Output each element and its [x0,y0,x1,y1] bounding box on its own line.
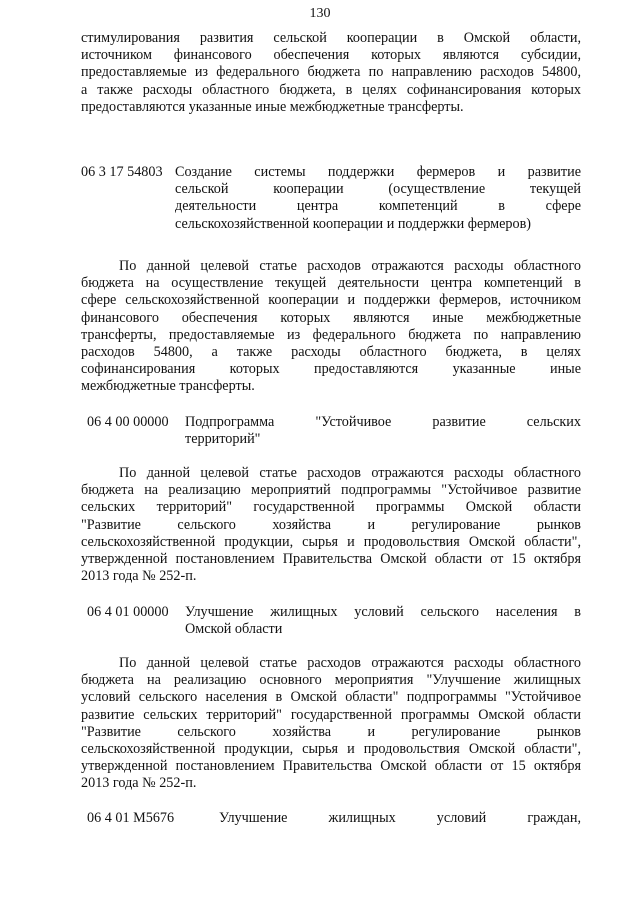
text-line: источником финансового обеспечения которых являются субсидии, [81,47,581,64]
intro-paragraph [81,30,581,116]
text-line: 2013 года № 252-п. [81,568,197,585]
text-line: "Развитие сельского хозяйства и регулирование рынков [81,723,581,740]
title-line: территорий" [185,431,261,448]
text-line: сельскохозяйственной продукции, сырья и продовольствия Омской области", [81,533,581,550]
entry-title [175,164,581,233]
text-line: утвержденной постановлением Правительства Омской области от 15 октября [81,551,581,568]
text-line: бюджета на реализацию мероприятий подпрограммы "Устойчивое развитие [81,482,581,499]
text-line: а также расходы областного бюджета, в целях софинансирования которых [81,81,581,98]
text-line: "Развитие сельского хозяйства и регулирование рынков [81,516,581,533]
title-line: Омской области [185,621,283,638]
text-line: По данной целевой статье расходов отражаются расходы областного [119,465,581,481]
entry-paragraph [81,465,581,585]
title-line: сельской кооперации (осуществление текущей [175,181,581,198]
text-line: софинансирования которых предоставляются указанные иные [81,361,581,378]
text-line: По данной целевой статье расходов отражаются расходы областного [119,655,581,671]
title-line: Подпрограмма "Устойчивое развитие сельских [185,414,581,430]
budget-code: 06 4 01 M5676 [87,810,175,826]
text-line: сельских территорий" государственной программы Омской области [81,499,581,516]
text-line: трансферты, предоставляемые из федерального бюджета по направлению [81,326,581,343]
text-line: сельскохозяйственной продукции, сырья и продовольствия Омской области", [81,741,581,758]
text-line: межбюджетные трансферты. [81,378,255,395]
text-line: условий сельского населения в Омской области" подпрограммы "Устойчивое [81,689,581,706]
text-line: предоставляются указанные иные межбюджетные трансферты. [81,98,464,115]
entry-title [219,810,581,827]
entry-paragraph [81,655,581,793]
text-line: По данной целевой статье расходов отражаются расходы областного [119,258,581,274]
budget-code: 06 4 00 00000 [87,414,169,430]
text-line: финансового обеспечения которых являются иные межбюджетные [81,309,581,326]
text-line: утвержденной постановлением Правительства Омской области от 15 октября [81,758,581,775]
entry-title [185,604,581,638]
text-line: развитие сельских территорий" государственной программы Омской области [81,706,581,723]
text-line: бюджета на реализацию основного мероприятия "Улучшение жилищных [81,672,581,689]
budget-code: 06 4 01 00000 [87,604,169,620]
text-line: бюджета на осуществление текущей деятельности центра компетенций в [81,275,581,292]
page-number: 130 [309,6,331,21]
text-line: стимулирования развития сельской кооперации в Омской области, [81,30,581,46]
title-line: деятельности центра компетенций в сфере [175,198,581,215]
title-line: сельскохозяйственной кооперации и поддержки фермеров) [175,215,532,232]
entry-paragraph [81,258,581,396]
title-line: Создание системы поддержки фермеров и развитие [175,164,581,180]
title-line: Улучшение жилищных условий сельского населения в [185,604,581,620]
text-line: сфере сельскохозяйственной кооперации и поддержки фермеров, источником [81,292,581,309]
text-line: 2013 года № 252-п. [81,775,197,792]
title-line: Улучшение жилищных условий граждан, [219,810,581,826]
entry-title [185,414,581,448]
budget-code: 06 3 17 54803 [81,164,163,180]
text-line: предоставляемые из федерального бюджета по направлению расходов 54800, [81,64,581,81]
text-line: расходов 54800, а также расходы областного бюджета, в целях [81,344,581,361]
